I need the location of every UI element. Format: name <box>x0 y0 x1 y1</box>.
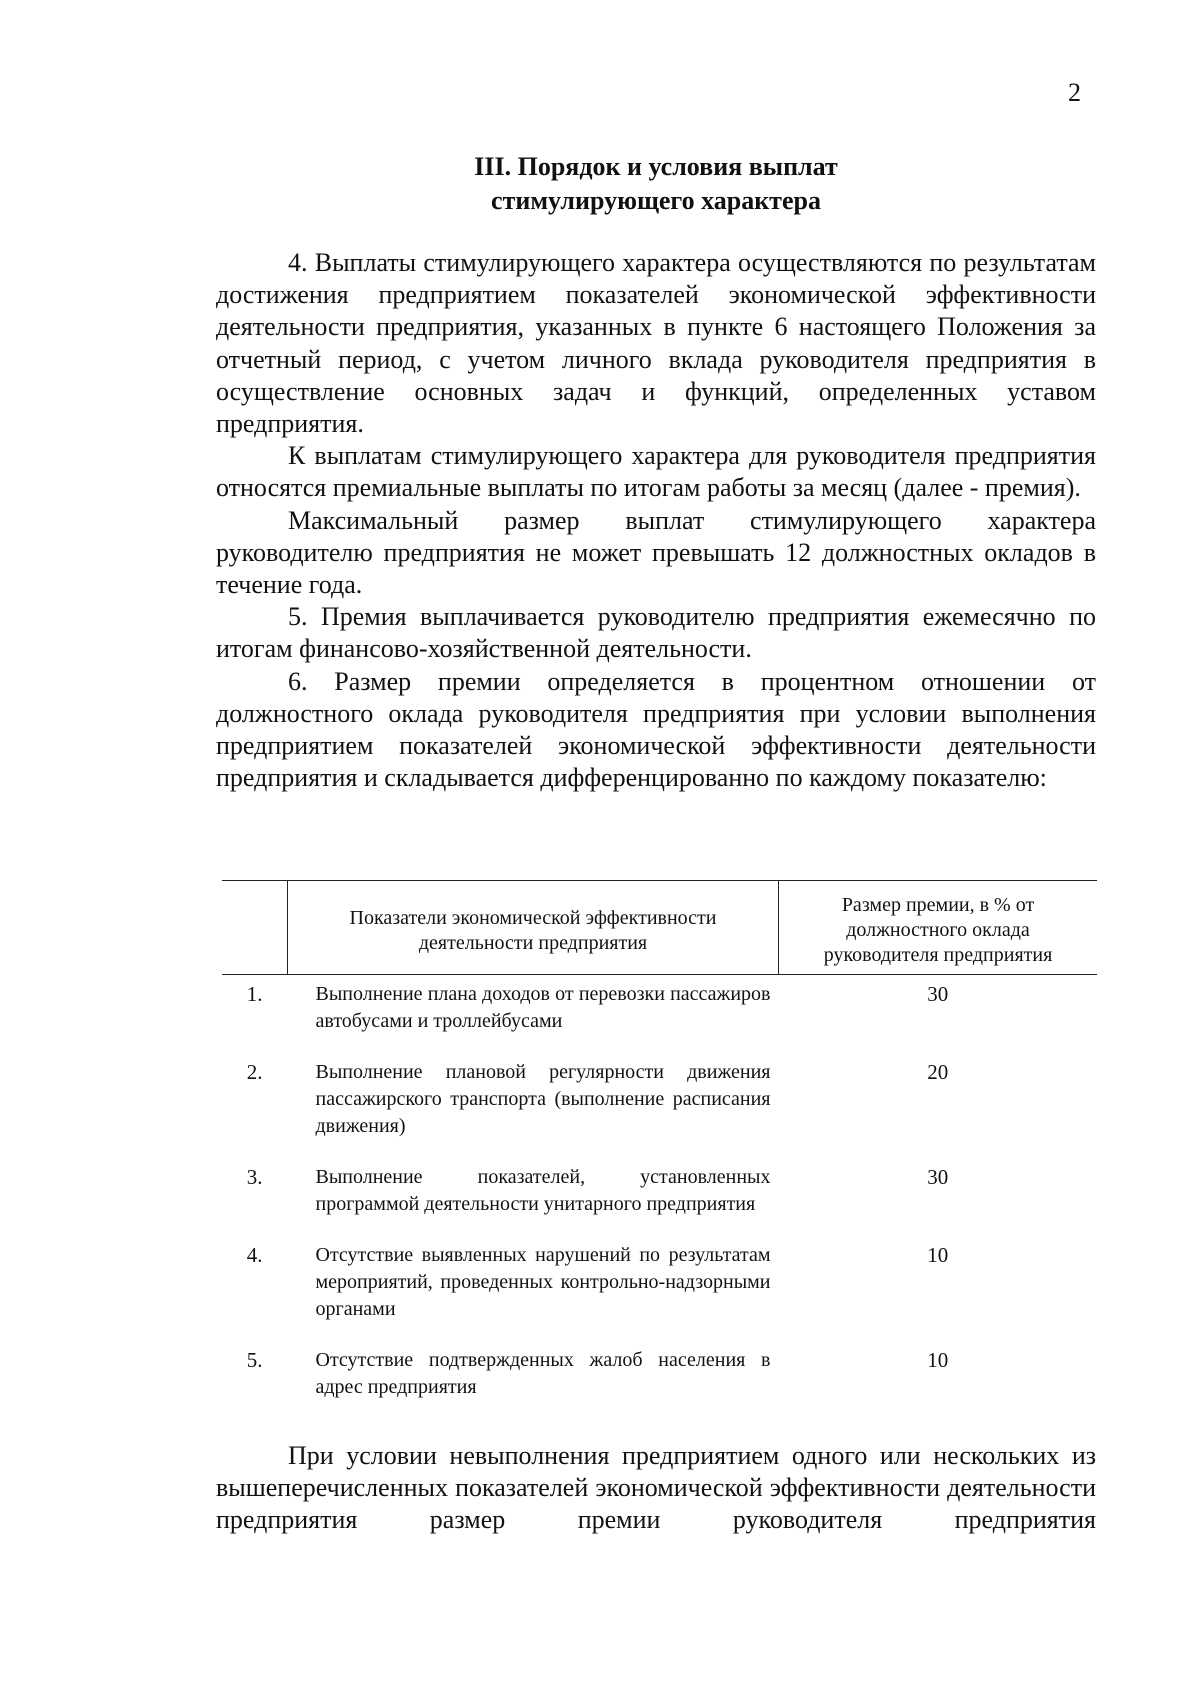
table-row <box>222 1341 1097 1419</box>
header-value-cell: Размер премии, в % от должностного оклада руководителя предприятия <box>779 881 1098 975</box>
row-indicator: Отсутствие выявленных нарушений по результатам мероприятий, проведенных контрольно-надзорными органами <box>315 1244 771 1320</box>
row-value: 10 <box>927 1243 949 1267</box>
section-heading-line-1: III. Порядок и условия выплат <box>474 152 838 181</box>
row-indicator: Выполнение показателей, установленных программой деятельности унитарного предприятия <box>315 1166 771 1215</box>
section-heading-line-2: стимулирующего характера <box>491 186 821 215</box>
body-text <box>216 247 1096 794</box>
paragraph-maximum-amount: Максимальный размер выплат стимулирующего характера руководителю предприятия не может превышать 12 должностных окладов в течение года. <box>216 505 1096 600</box>
row-number: 2. <box>246 1060 263 1084</box>
row-value: 10 <box>927 1348 949 1372</box>
row-indicator: Отсутствие подтвержденных жалоб населения в адрес предприятия <box>315 1349 771 1398</box>
row-value: 20 <box>927 1060 949 1084</box>
row-number: 5. <box>246 1348 263 1372</box>
table-row <box>222 975 1097 1054</box>
row-number: 3. <box>246 1165 263 1189</box>
table-row <box>222 1158 1097 1236</box>
header-indicator-cell: Показатели экономической эффективности деятельности предприятия <box>288 881 779 975</box>
row-indicator: Выполнение плановой регулярности движения пассажирского транспорта (выполнение расписания движения) <box>315 1061 771 1137</box>
paragraph-item-5: 5. Премия выплачивается руководителю предприятия ежемесячно по итогам финансово-хозяйственной деятельности. <box>216 602 1096 664</box>
row-value: 30 <box>927 982 949 1006</box>
bonus-table <box>222 880 1097 1419</box>
row-indicator: Выполнение плана доходов от перевозки пассажиров автобусами и троллейбусами <box>315 983 771 1032</box>
table-row <box>222 1053 1097 1158</box>
paragraph-item-6: 6. Размер премии определяется в процентном отношении от должностного оклада руководителя предприятия при условии выполнения предприятием показателей экономической эффективности деятельности предприятия и складывается дифференцированно по каждому показателю: <box>216 666 1096 793</box>
paragraph-stimulating-payments: К выплатам стимулирующего характера для руководителя предприятия относятся премиальные выплаты по итогам работы за месяц (далее - премия). <box>216 441 1096 503</box>
row-number: 1. <box>246 982 263 1006</box>
header-number-cell <box>222 881 288 975</box>
paragraph-closing: При условии невыполнения предприятием одного или нескольких из вышеперечисленных показателей экономической эффективности деятельности предприятия размер премии руководителя предприятия <box>216 1441 1096 1535</box>
row-number: 4. <box>246 1243 263 1267</box>
page-number: 2 <box>1068 78 1081 107</box>
section-heading <box>216 150 1096 218</box>
paragraph-item-4: 4. Выплаты стимулирующего характера осуществляются по результатам достижения предприятием показателей экономической эффективности деятельности предприятия, указанных в пункте 6 настоящего Положения за отчетный период, с учетом личного вклада руководителя предприятия в осуществление основных задач и функций, определенных уставом предприятия. <box>216 248 1096 439</box>
table-row <box>222 1236 1097 1341</box>
closing-text <box>216 1440 1096 1537</box>
table-header-row <box>222 881 1097 975</box>
row-value: 30 <box>927 1165 949 1189</box>
